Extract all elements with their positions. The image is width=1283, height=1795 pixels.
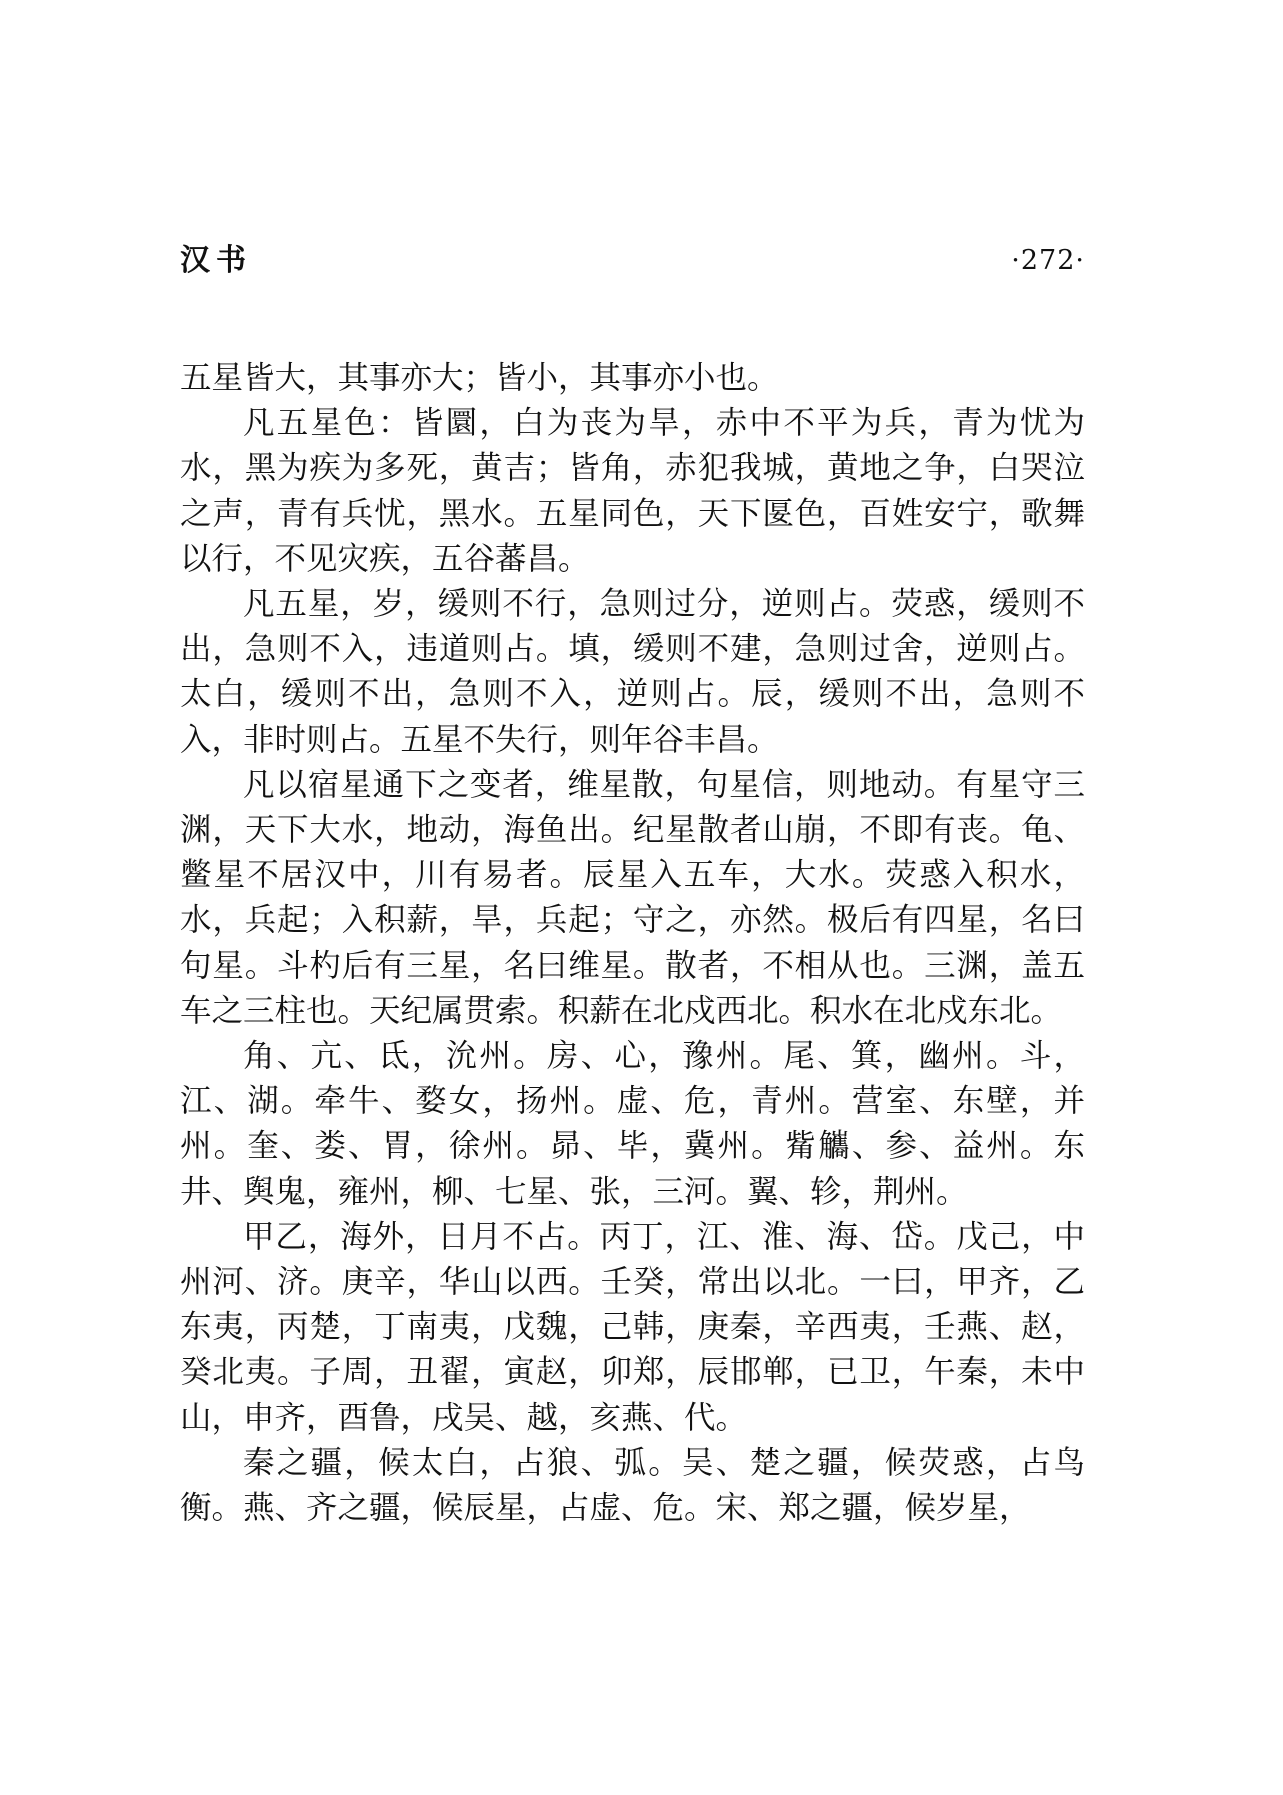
paragraph: 秦之疆，候太白，占狼、弧。吴、楚之疆，候荧惑，占鸟衡。燕、齐之疆，候辰星，占虚、危。宋、郑之疆，候岁星， [180,1444,1085,1527]
body-text [180,356,1085,1531]
paragraph: 角、亢、氐，沇州。房、心，豫州。尾、箕，幽州。斗，江、湖。牵牛、婺女，扬州。虚、危，青州。营室、东壁，并州。奎、娄、胃，徐州。昴、毕，冀州。觜觿、参、益州。东井、舆鬼，雍州，柳、七星、张，三河。翼、轸，荆州。 [180,1038,1085,1210]
paragraph: 甲乙，海外，日月不占。丙丁，江、淮、海、岱。戊己，中州河、济。庚辛，华山以西。壬癸，常出以北。一曰，甲齐，乙东夷，丙楚，丁南夷，戊魏，己韩，庚秦，辛西夷，壬燕、赵，癸北夷。子周，丑翟，寅赵，卯郑，辰邯郸，已卫，午秦，未中山，申齐，酉鲁，戌吴、越，亥燕、代。 [180,1218,1085,1436]
page-number: ·272· [1011,245,1085,276]
paragraph: 五星皆大，其事亦大；皆小，其事亦小也。 [180,360,779,396]
book-title: 汉书 [180,243,252,278]
paragraph: 凡五星色：皆圜，白为丧为旱，赤中不平为兵，青为忧为水，黑为疾为多死，黄吉；皆角，赤犯我城，黄地之争，白哭泣之声，青有兵忧，黑水。五星同色，天下匽色，百姓安宁，歌舞以行，不见灾疾，五谷蕃昌。 [180,405,1085,577]
paragraph: 凡五星，岁，缓则不行，急则过分，逆则占。荧惑，缓则不出，急则不入，违道则占。填，缓则不建，急则过舍，逆则占。太白，缓则不出，急则不入，逆则占。辰，缓则不出，急则不入，非时则占。五星不失行，则年谷丰昌。 [180,586,1085,758]
paragraph: 凡以宿星通下之变者，维星散，句星信，则地动。有星守三渊，天下大水，地动，海鱼出。纪星散者山崩，不即有丧。龟、鳖星不居汉中，川有易者。辰星入五车，大水。荧惑入积水，水，兵起；入积薪，旱，兵起；守之，亦然。极后有四星，名曰句星。斗杓后有三星，名曰维星。散者，不相从也。三渊，盖五车之三柱也。天纪属贯索。积薪在北戍西北。积水在北戍东北。 [180,766,1085,1029]
page-header [180,236,1085,286]
